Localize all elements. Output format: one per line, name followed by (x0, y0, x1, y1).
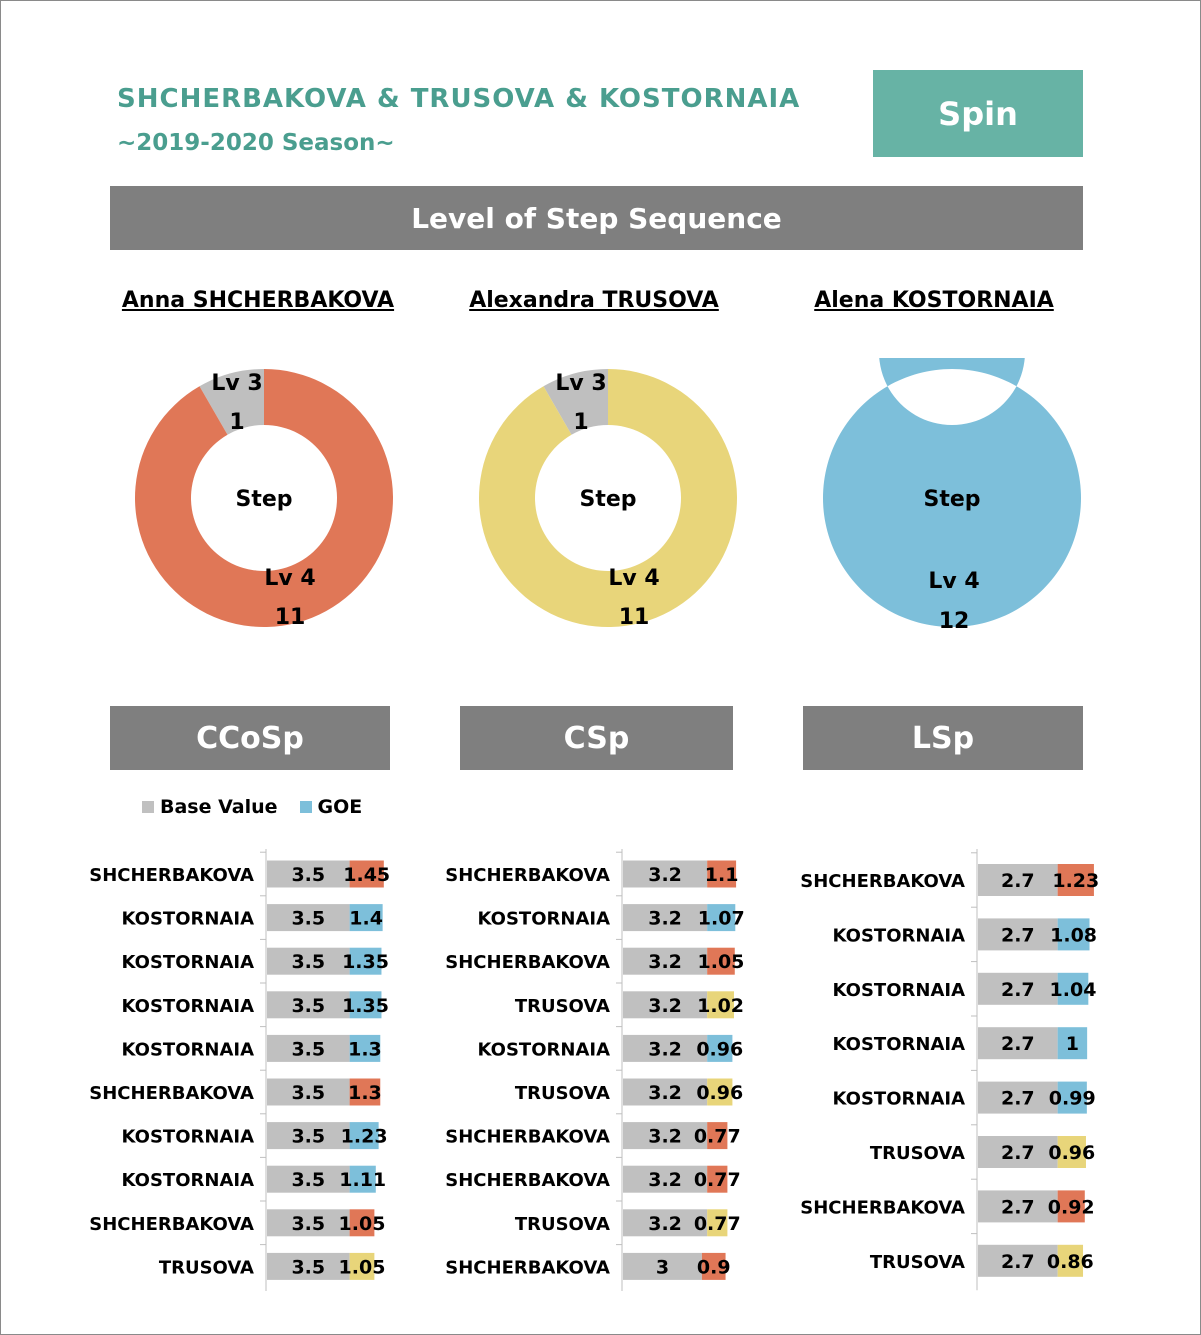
donut-value-lv4: 11 (274, 605, 306, 630)
bar-goe-label: 1.23 (340, 1125, 388, 1148)
bar-base-value-label: 2.7 (1000, 870, 1035, 892)
bar-chart-ccosp (0, 845, 420, 1295)
bar-base-value-label: 3.5 (291, 1169, 326, 1192)
legend-swatch-goe (300, 801, 312, 813)
donut-value-lv4: 12 (938, 609, 970, 634)
donut-label-lv4: Lv 4 (928, 569, 980, 594)
bar-goe-label: 0.92 (1047, 1196, 1095, 1219)
bar-base-value-label: 3.2 (648, 1125, 682, 1148)
season-subtitle: ~2019-2020 Season~ (117, 130, 395, 156)
category-label: SHCHERBAKOVA (89, 1213, 254, 1235)
ccosp-banner: CCoSp (110, 706, 390, 770)
category-label: SHCHERBAKOVA (445, 1170, 610, 1192)
category-label: KOSTORNAIA (121, 1170, 254, 1192)
category-label: SHCHERBAKOVA (445, 1126, 610, 1148)
bar-base-value-label: 3.2 (648, 907, 682, 930)
bar-goe-label: 0.77 (693, 1169, 741, 1192)
skater-name-kostornaia: Alena KOSTORNAIA (814, 288, 1054, 313)
bar-goe-label: 0.77 (693, 1125, 741, 1148)
category-label: TRUSOVA (514, 995, 610, 1017)
category-label: KOSTORNAIA (121, 908, 254, 930)
bar-base-value-label: 2.7 (1000, 924, 1035, 947)
category-label: SHCHERBAKOVA (445, 1257, 610, 1279)
bar-goe-label: 0.99 (1048, 1087, 1096, 1110)
bar-goe-label: 1.02 (697, 994, 745, 1017)
category-label: TRUSOVA (869, 1143, 965, 1164)
bar-goe-label: 1.05 (338, 1212, 386, 1235)
legend-label-goe: GOE (317, 796, 363, 818)
chart-legend (142, 796, 362, 818)
category-label: TRUSOVA (158, 1257, 254, 1279)
category-label: KOSTORNAIA (832, 979, 965, 1001)
bar-base-value-label: 3.5 (291, 864, 326, 886)
bar-base-value-label: 3.5 (291, 1212, 326, 1235)
category-label: KOSTORNAIA (121, 1126, 254, 1148)
bar-goe-label: 1.35 (342, 951, 389, 974)
donut-label-lv3: Lv 3 (211, 371, 263, 396)
bar-goe-label: 0.96 (696, 1082, 744, 1104)
bar-goe-label: 1.4 (349, 907, 383, 930)
bar-goe-label: 1.04 (1049, 978, 1097, 1001)
category-label: SHCHERBAKOVA (445, 952, 610, 974)
bar-base-value-label: 3.2 (648, 1212, 682, 1235)
bar-goe-label: 0.77 (693, 1212, 741, 1235)
bar-goe-label: 1.05 (697, 951, 745, 974)
bar-base-value-label: 3.2 (648, 994, 682, 1017)
bar-goe-label: 1.07 (697, 907, 745, 930)
skater-name-trusova: Alexandra TRUSOVA (469, 288, 719, 313)
bar-goe-label: 1.3 (348, 1038, 382, 1061)
category-label: KOSTORNAIA (121, 995, 254, 1017)
bar-base-value-label: 2.7 (1000, 1087, 1035, 1110)
bar-base-value-label: 3.2 (648, 1082, 682, 1104)
bar-goe-label: 1.08 (1050, 924, 1098, 947)
bar-base-value-label: 2.7 (1000, 1196, 1035, 1219)
donut-value-lv3: 1 (229, 410, 245, 435)
donut-value-lv3: 1 (573, 410, 589, 435)
category-label: SHCHERBAKOVA (800, 871, 965, 892)
category-label: KOSTORNAIA (477, 1039, 610, 1061)
category-label: SHCHERBAKOVA (89, 1083, 254, 1104)
bar-base-value-label: 3.5 (291, 1256, 326, 1279)
donut-label-lv4: Lv 4 (608, 566, 660, 591)
category-label: SHCHERBAKOVA (800, 1197, 965, 1219)
donut-center-label: Step (923, 487, 981, 512)
bar-base-value-label: 3.5 (291, 951, 326, 974)
donut-value-lv4: 11 (618, 605, 650, 630)
bar-goe-label: 0.96 (1048, 1142, 1096, 1164)
legend-swatch-base (142, 801, 154, 813)
bar-goe-label: 1.11 (339, 1169, 387, 1192)
category-label: SHCHERBAKOVA (89, 865, 254, 886)
category-label: KOSTORNAIA (477, 908, 610, 930)
donut-center-label: Step (579, 487, 637, 512)
category-label: KOSTORNAIA (832, 1034, 965, 1056)
page-title: SHCHERBAKOVA & TRUSOVA & KOSTORNAIA (117, 84, 801, 114)
step-sequence-banner: Level of Step Sequence (110, 186, 1083, 250)
donut-chart-kostornaia (812, 358, 1092, 638)
bar-goe-label: 0.96 (696, 1038, 744, 1061)
category-label: KOSTORNAIA (121, 952, 254, 974)
category-label: KOSTORNAIA (832, 925, 965, 947)
spin-badge: Spin (873, 70, 1083, 157)
skater-name-shcherbakova: Anna SHCHERBAKOVA (121, 288, 395, 313)
category-label: SHCHERBAKOVA (445, 865, 610, 886)
bar-chart-csp (420, 845, 780, 1295)
donut-center-label: Step (235, 487, 293, 512)
donut-chart-trusova (468, 358, 748, 638)
legend-label-base: Base Value (160, 796, 278, 818)
bar-goe-label: 1.45 (343, 864, 391, 886)
bar-goe-label: 1.1 (704, 864, 739, 886)
bar-base-value-label: 3.2 (648, 1169, 682, 1192)
bar-chart-lsp (780, 845, 1180, 1295)
bar-base-value-label: 3.2 (648, 1038, 682, 1061)
category-label: KOSTORNAIA (832, 1088, 965, 1110)
category-label: TRUSOVA (869, 1251, 965, 1273)
category-label: KOSTORNAIA (121, 1039, 254, 1061)
bar-base-value-label: 3.5 (291, 1038, 326, 1061)
category-label: TRUSOVA (514, 1083, 610, 1104)
bar-goe-label: 1.3 (348, 1082, 382, 1104)
donut-label-lv4: Lv 4 (264, 566, 316, 591)
donut-chart-shcherbakova (124, 358, 404, 638)
csp-banner: CSp (460, 706, 733, 770)
category-label: TRUSOVA (514, 1213, 610, 1235)
bar-goe-label: 1.35 (342, 994, 389, 1017)
bar-goe-label: 0.86 (1046, 1250, 1094, 1273)
bar-base-value-label: 2.7 (1000, 978, 1035, 1001)
lsp-banner: LSp (803, 706, 1083, 770)
bar-goe-label: 1.05 (338, 1256, 386, 1279)
bar-goe-label: 0.9 (696, 1256, 731, 1279)
bar-base-value-label: 3 (655, 1256, 670, 1279)
bar-base-value-label: 3.5 (291, 1125, 326, 1148)
bar-base-value-label: 3.5 (291, 994, 326, 1017)
bar-goe-label: 1.23 (1052, 870, 1100, 892)
bar-base-value-label: 3.2 (648, 864, 682, 886)
bar-base-value-label: 2.7 (1000, 1142, 1035, 1164)
bar-base-value-label: 2.7 (1000, 1033, 1035, 1056)
bar-base-value-label: 2.7 (1000, 1250, 1035, 1273)
bar-base-value-label: 3.2 (648, 951, 682, 974)
bar-goe-label: 1 (1065, 1033, 1080, 1056)
bar-base-value-label: 3.5 (291, 1082, 326, 1104)
bar-base-value-label: 3.5 (291, 907, 326, 930)
donut-label-lv3: Lv 3 (555, 371, 607, 396)
